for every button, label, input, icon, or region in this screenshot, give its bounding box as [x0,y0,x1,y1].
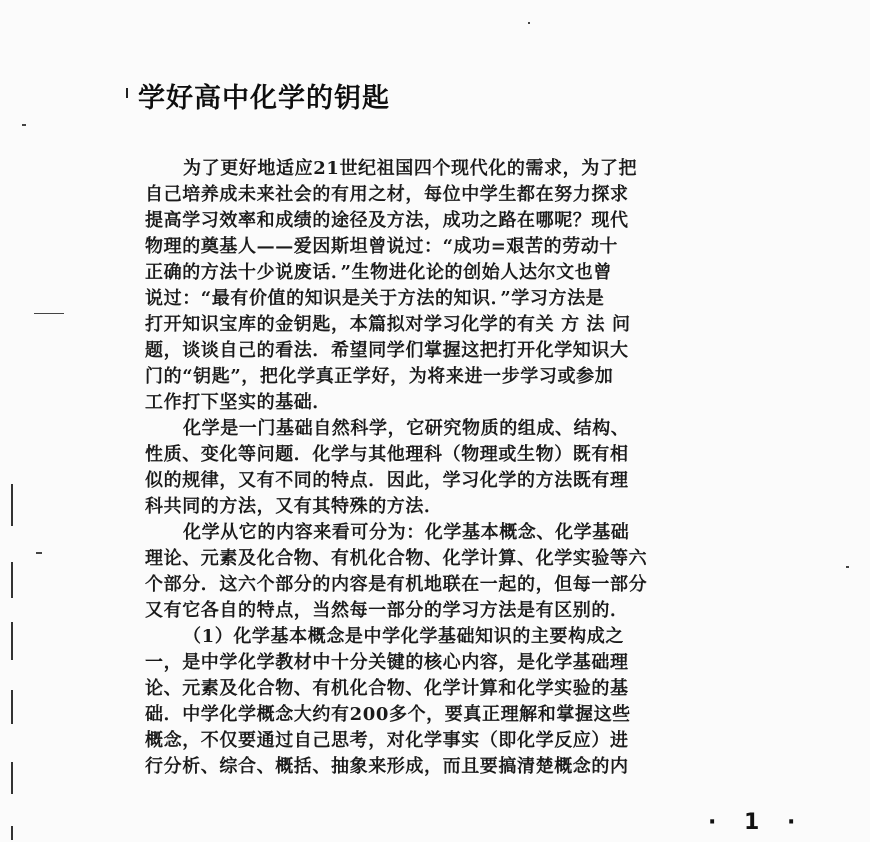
paragraph-line: 说过：“最有价值的知识是关于方法的知识．”学习方法是 [145,288,605,309]
page-number: · 1 · [708,810,806,835]
scan-speck [846,566,849,568]
paragraph-line: 物理的奠基人——爱因斯坦曾说过：“成功=艰苦的劳动十 [145,236,619,257]
scan-mark [126,88,128,98]
paragraph-line: 化学从它的内容来看可分为：化学基本概念、化学基础 [183,522,630,543]
paragraph-line: 正确的方法十少说废话．”生物进化论的创始人达尔文也曾 [145,262,612,283]
paragraph-line: 打开知识宝库的金钥匙，本篇拟对学习化学的有关 方 法 问 [145,314,631,335]
scan-speck [34,313,64,314]
scan-speck [36,552,42,554]
paragraph-line: 行分析、综合、概括、抽象来形成，而且要搞清楚概念的内 [145,756,629,777]
paragraph-line: 题，谈谈自己的看法．希望同学们掌握这把打开化学知识大 [145,340,629,361]
scan-speck [22,124,26,126]
paragraph-line: 又有它各自的特点，当然每一部分的学习方法是有区别的． [145,600,629,621]
scan-edge-mark [11,826,13,840]
paragraph-line: 性质、变化等问题．化学与其他理科（物理或生物）既有相 [145,444,629,465]
paragraph-line: 概念，不仅要通过自己思考，对化学事实（即化学反应）进 [145,730,629,751]
paragraph-line: 为了更好地适应21世纪祖国四个现代化的需求，为了把 [183,158,638,179]
scan-edge-mark [11,562,13,598]
paragraph-line: 似的规律，又有不同的特点．因此，学习化学的方法既有理 [145,470,629,491]
paragraph-line: 化学是一门基础自然科学，它研究物质的组成、结构、 [183,418,630,439]
scan-edge-mark [11,690,13,724]
paragraph-line: 个部分．这六个部分的内容是有机地联在一起的，但每一部分 [145,574,648,595]
paragraph-line: 自己培养成未来社会的有用之材，每位中学生都在努力探求 [145,184,629,205]
paragraph-line: （1）化学基本概念是中学化学基础知识的主要构成之 [183,626,624,647]
scan-edge-mark [11,622,13,660]
paragraph-line: 论、元素及化合物、有机化合物、化学计算和化学实验的基 [145,678,629,699]
paragraph-line: 提高学习效率和成绩的途径及方法，成功之路在哪呢？现代 [145,210,629,231]
paragraph-line: 一，是中学化学教材中十分关键的核心内容，是化学基础理 [145,652,629,673]
paragraph-line: 理论、元素及化合物、有机化合物、化学计算、化学实验等六 [145,548,648,569]
paragraph-line: 科共同的方法，又有其特殊的方法． [145,496,443,517]
paragraph-line: 工作打下坚实的基础． [145,392,331,413]
page-title: 学好高中化学的钥匙 [138,83,390,114]
body-text [145,156,805,780]
scan-edge-mark [11,484,13,526]
scan-edge-mark [11,762,13,794]
scan-speck [528,22,530,24]
paragraph-line: 础．中学化学概念大约有200多个，要真正理解和掌握这些 [145,704,631,725]
paragraph-line: 门的“钥匙”，把化学真正学好，为将来进一步学习或参加 [145,366,614,387]
